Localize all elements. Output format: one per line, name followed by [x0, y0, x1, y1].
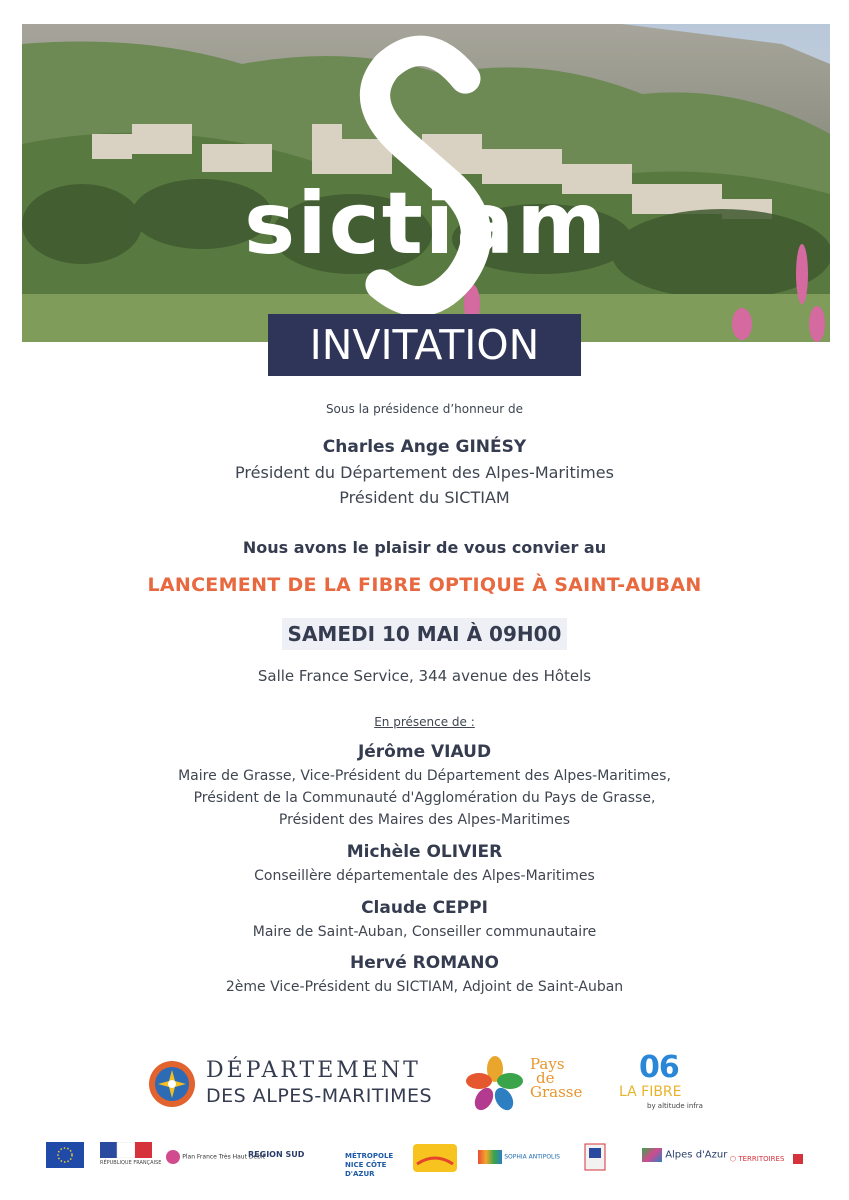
- de-label: de: [536, 1069, 555, 1087]
- guest-role: Maire de Grasse, Vice-Président du Département des Alpes-Maritimes,: [178, 768, 671, 784]
- territoires-label: TERRITOIRES: [738, 1155, 785, 1163]
- guests-heading: En présence de :: [374, 715, 475, 729]
- event-date-text: SAMEDI 10 MAI À 09H00: [282, 618, 568, 650]
- alpes-azur-logo: [642, 1148, 727, 1180]
- event-venue: Salle France Service, 344 avenue des Hôtels: [257, 667, 592, 685]
- guest-role: Conseillère départementale des Alpes-Maritimes: [254, 868, 595, 884]
- metropole-nice-logo: MÉTROPOLE NICE CÔTE D'AZUR: [345, 1152, 394, 1178]
- host-name: Charles Ange GINÉSY: [322, 437, 527, 457]
- host-role-2: Président du SICTIAM: [339, 488, 510, 507]
- presidence-line: Sous la présidence d’honneur de: [325, 402, 524, 416]
- eu-flag-logo: [46, 1142, 84, 1174]
- paillons-icon: [413, 1144, 457, 1172]
- casa-icon: [478, 1150, 502, 1164]
- departement-subtitle: DES ALPES-MARITIMES: [206, 1085, 433, 1107]
- event-lead-line: Nous avons le plaisir de vous convier au: [242, 538, 607, 557]
- pays-des-paillons-logo: [413, 1144, 457, 1176]
- plan-thd-label: Plan France Très Haut Débit: [182, 1153, 265, 1161]
- fibre-06-number: 06: [639, 1050, 679, 1085]
- eu-flag-icon: [46, 1142, 84, 1168]
- territoires-icon: ⬡: [730, 1155, 739, 1163]
- guest-name: Hervé ROMANO: [350, 953, 499, 973]
- guest-role: 2ème Vice-Président du SICTIAM, Adjoint de Saint-Auban: [225, 979, 624, 995]
- fibre-label: LA FIBRE: [619, 1084, 682, 1100]
- republique-francaise-logo: [100, 1142, 161, 1174]
- commune-shield-icon: [584, 1143, 606, 1173]
- territoires-logo: [730, 1154, 803, 1186]
- republique-francaise-label: RÉPUBLIQUE FRANÇAISE: [100, 1160, 162, 1166]
- invitation-banner: INVITATION: [268, 314, 581, 376]
- territoires-square-icon: [793, 1154, 803, 1164]
- pays-de-grasse-flower-icon: [466, 1055, 524, 1113]
- guest-name: Michèle OLIVIER: [346, 842, 503, 862]
- la-fibre-06-logo: [617, 1050, 707, 1114]
- departement-title: DÉPARTEMENT: [206, 1058, 421, 1083]
- region-sud-logo: REGION SUD: [248, 1150, 305, 1159]
- guest-name: Claude CEPPI: [361, 898, 488, 918]
- grasse-label: Grasse: [530, 1083, 583, 1101]
- host-role-1: Président du Département des Alpes-Maritimes: [235, 463, 614, 482]
- alpes-azur-icon: [642, 1148, 662, 1162]
- departement-emblem-icon: [148, 1060, 196, 1108]
- marianne-icon: [100, 1142, 152, 1158]
- sophia-label: SOPHIA ANTIPOLIS: [504, 1153, 560, 1161]
- alpes-azur-label: Alpes d'Azur: [665, 1149, 728, 1161]
- event-title: LANCEMENT DE LA FIBRE OPTIQUE À SAINT-AUBAN: [147, 574, 702, 596]
- pays-label: Pays: [530, 1055, 565, 1073]
- plan-thd-icon: [166, 1150, 180, 1164]
- guest-role: Président de la Communauté d'Agglomération du Pays de Grasse,: [193, 790, 656, 806]
- guest-name: Jérôme VIAUD: [357, 742, 492, 762]
- guest-role: Maire de Saint-Auban, Conseiller communautaire: [252, 924, 597, 940]
- sictiam-logo-wordmark: sictiam: [244, 174, 608, 274]
- guest-role: Président des Maires des Alpes-Maritimes: [278, 812, 571, 828]
- pays-de-grasse-logo: [466, 1055, 596, 1113]
- sophia-antipolis-logo: [478, 1150, 560, 1182]
- hero-landscape-photo: [22, 24, 830, 342]
- event-date: [0, 622, 849, 646]
- departement-logo: [148, 1058, 438, 1110]
- fibre-by-label: by altitude infra: [647, 1102, 703, 1110]
- commune-logo: [584, 1143, 606, 1175]
